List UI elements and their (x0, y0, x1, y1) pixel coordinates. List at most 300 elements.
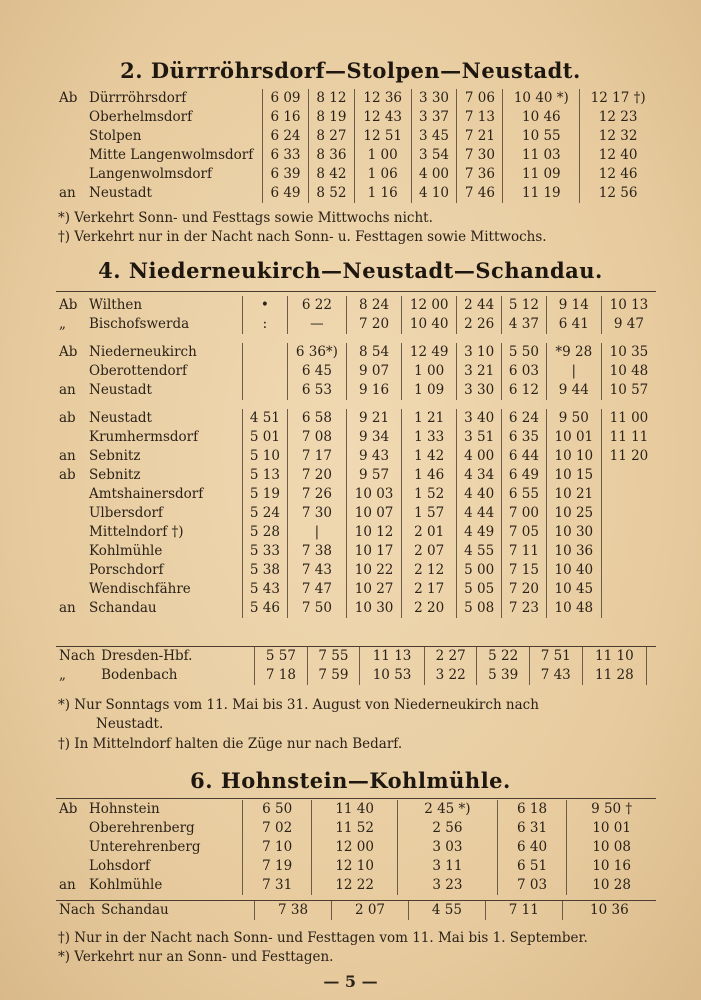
time-cell: 7 03 (497, 876, 566, 895)
table-row (56, 315, 656, 334)
time-cell: 10 30 (347, 599, 402, 618)
time-cell: 11 19 (503, 184, 580, 203)
table-row (56, 542, 656, 561)
note: †) In Mittelndorf halten die Züge nur nach Bedarf. (58, 736, 403, 752)
time-cell: 5 39 (477, 666, 530, 685)
time-cell: 2 56 (397, 819, 497, 838)
time-cell: 11 13 (360, 647, 425, 667)
row-prefix (56, 362, 86, 381)
time-cell: 3 21 (457, 362, 502, 381)
table-row (56, 666, 656, 685)
time-cell: 3 51 (457, 428, 502, 447)
time-cell: 6 16 (263, 108, 309, 127)
station-name: Sebnitz (89, 447, 141, 464)
time-cell: — (287, 315, 346, 334)
time-cell: 1 42 (402, 447, 457, 466)
time-cell: 7 59 (307, 666, 360, 685)
time-cell: 3 22 (424, 666, 477, 685)
timetable-4 (56, 296, 656, 618)
spacer-row (56, 334, 656, 343)
time-cell: 2 17 (402, 580, 457, 599)
time-cell: 9 07 (347, 362, 402, 381)
row-prefix (56, 165, 86, 184)
time-cell: 8 42 (308, 165, 354, 184)
table-row (56, 127, 656, 146)
time-cell (601, 580, 656, 599)
time-cell: 10 53 (360, 666, 425, 685)
row-prefix: ab (59, 409, 76, 426)
time-cell: 9 14 (546, 296, 601, 315)
row-prefix: „ (59, 666, 66, 683)
time-cell: 4 55 (457, 542, 502, 561)
time-cell: 10 21 (546, 485, 601, 504)
time-cell: 6 53 (287, 381, 346, 400)
time-cell: 7 23 (502, 599, 547, 618)
time-cell: 10 28 (567, 876, 656, 895)
time-cell: 6 44 (502, 447, 547, 466)
time-cell: 6 31 (497, 819, 566, 838)
time-cell: 3 10 (457, 343, 502, 362)
station-name: Mitte Langenwolmsdorf (89, 146, 254, 163)
row-prefix (56, 146, 86, 165)
time-cell: 3 45 (411, 127, 457, 146)
time-cell: 10 27 (347, 580, 402, 599)
time-cell: 7 02 (243, 819, 312, 838)
station-name: Porschdorf (89, 561, 164, 578)
time-cell: 12 32 (580, 127, 656, 146)
time-cell: 7 30 (457, 146, 503, 165)
time-cell: 5 43 (243, 580, 288, 599)
time-cell: 3 30 (411, 89, 457, 108)
time-cell: 7 19 (243, 857, 312, 876)
time-cell: 5 50 (502, 343, 547, 362)
time-cell (601, 561, 656, 580)
note: *) Verkehrt Sonn- und Festtags sowie Mittwochs nicht. (58, 210, 433, 226)
time-cell: 5 05 (457, 580, 502, 599)
timetable-6 (56, 800, 656, 895)
time-cell: 10 01 (546, 428, 601, 447)
table-row (56, 580, 656, 599)
time-cell (243, 381, 288, 400)
time-cell: 7 31 (243, 876, 312, 895)
time-cell: 5 46 (243, 599, 288, 618)
time-cell: 1 57 (402, 504, 457, 523)
time-cell: 8 36 (308, 146, 354, 165)
time-cell: 4 10 (411, 184, 457, 203)
station-name: Neustadt (89, 381, 152, 398)
time-cell: 6 18 (497, 800, 566, 819)
station-name: Dürrröhrsdorf (89, 89, 187, 106)
time-cell: 9 16 (347, 381, 402, 400)
time-cell: 7 05 (502, 523, 547, 542)
time-cell: 6 35 (502, 428, 547, 447)
time-cell: 5 19 (243, 485, 288, 504)
time-cell: 5 13 (243, 466, 288, 485)
time-cell: 3 23 (397, 876, 497, 895)
time-cell: 12 36 (354, 89, 411, 108)
time-cell: 5 24 (243, 504, 288, 523)
table-row (56, 447, 656, 466)
time-cell: 11 20 (601, 447, 656, 466)
time-cell: 7 11 (485, 901, 562, 921)
time-cell: 5 38 (243, 561, 288, 580)
time-cell: 4 44 (457, 504, 502, 523)
station-name: Amtshainersdorf (89, 485, 204, 502)
time-cell: 7 38 (287, 542, 346, 561)
time-cell: 12 00 (402, 296, 457, 315)
time-cell: 2 12 (402, 561, 457, 580)
time-cell: 7 10 (243, 838, 312, 857)
time-cell: 4 55 (408, 901, 485, 921)
station-name: Niederneukirch (89, 343, 197, 360)
row-prefix (56, 485, 86, 504)
time-cell (601, 523, 656, 542)
time-cell: 10 10 (546, 447, 601, 466)
time-cell: 4 00 (411, 165, 457, 184)
time-cell: 8 54 (347, 343, 402, 362)
row-prefix (56, 523, 86, 542)
row-prefix (56, 542, 86, 561)
table-row (56, 362, 656, 381)
time-cell: 12 10 (312, 857, 398, 876)
row-prefix: ab (59, 466, 76, 483)
time-cell (647, 647, 656, 667)
time-cell: 9 43 (347, 447, 402, 466)
time-cell: 7 18 (255, 666, 308, 685)
time-cell: 9 50 † (567, 800, 656, 819)
row-prefix: an (59, 876, 76, 893)
time-cell: 1 33 (402, 428, 457, 447)
time-cell: 6 41 (546, 315, 601, 334)
time-cell: 11 00 (601, 409, 656, 428)
table-row (56, 89, 656, 108)
time-cell: 2 07 (332, 901, 409, 921)
time-cell: 4 37 (502, 315, 547, 334)
table-row (56, 647, 656, 667)
time-cell: 7 17 (287, 447, 346, 466)
time-cell: 7 00 (502, 504, 547, 523)
time-cell: 2 01 (402, 523, 457, 542)
time-cell: 2 27 (424, 647, 477, 667)
time-cell: 9 34 (347, 428, 402, 447)
time-cell: 10 12 (347, 523, 402, 542)
row-prefix: an (59, 599, 76, 616)
time-cell: 10 08 (567, 838, 656, 857)
time-cell: 10 13 (601, 296, 656, 315)
time-cell (647, 666, 656, 685)
table-row (56, 466, 656, 485)
time-cell: 7 26 (287, 485, 346, 504)
time-cell: 3 30 (457, 381, 502, 400)
time-cell: 7 20 (347, 315, 402, 334)
time-cell: 10 36 (562, 901, 656, 921)
row-prefix (56, 819, 86, 838)
time-cell: 9 21 (347, 409, 402, 428)
time-cell: 1 00 (354, 146, 411, 165)
table-row (56, 504, 656, 523)
time-cell: 6 24 (502, 409, 547, 428)
time-cell: 7 15 (502, 561, 547, 580)
time-cell (601, 599, 656, 618)
time-cell: 6 58 (287, 409, 346, 428)
time-cell: 4 34 (457, 466, 502, 485)
table-row (56, 343, 656, 362)
station-name: Dresden-Hbf. (98, 647, 255, 667)
station-name: Stolpen (89, 127, 142, 144)
time-cell (601, 542, 656, 561)
row-prefix (56, 127, 86, 146)
time-cell: 10 55 (503, 127, 580, 146)
time-cell: 3 54 (411, 146, 457, 165)
table-row (56, 523, 656, 542)
page-number: — 5 — (323, 972, 378, 991)
time-cell (601, 466, 656, 485)
time-cell: 3 37 (411, 108, 457, 127)
row-prefix: Ab (59, 343, 78, 360)
time-cell: 5 57 (255, 647, 308, 667)
time-cell: 6 50 (243, 800, 312, 819)
time-cell (601, 485, 656, 504)
time-cell: 7 43 (287, 561, 346, 580)
time-cell: 11 09 (503, 165, 580, 184)
time-cell: 2 44 (457, 296, 502, 315)
time-cell: 6 51 (497, 857, 566, 876)
station-name: Oberhelmsdorf (89, 108, 193, 125)
time-cell: 6 45 (287, 362, 346, 381)
time-cell: 12 56 (580, 184, 656, 203)
timetable-2 (56, 89, 656, 203)
time-cell: 7 13 (457, 108, 503, 127)
time-cell: 7 55 (307, 647, 360, 667)
time-cell: 11 11 (601, 428, 656, 447)
table-row (56, 108, 656, 127)
time-cell: 11 40 (312, 800, 398, 819)
time-cell: 7 06 (457, 89, 503, 108)
rule (56, 798, 656, 799)
time-cell: 12 43 (354, 108, 411, 127)
time-cell: 11 03 (503, 146, 580, 165)
time-cell (243, 343, 288, 362)
time-cell: 1 46 (402, 466, 457, 485)
time-cell: | (546, 362, 601, 381)
section-title-4: 4. Niederneukirch—Neustadt—Schandau. (98, 258, 603, 283)
time-cell: 10 45 (546, 580, 601, 599)
station-name: Unterehrenberg (89, 838, 201, 855)
station-name: Lohsdorf (89, 857, 150, 874)
time-cell: 12 00 (312, 838, 398, 857)
table-row (56, 819, 656, 838)
time-cell (243, 362, 288, 381)
spacer-row (56, 400, 656, 409)
time-cell: | (287, 523, 346, 542)
time-cell: 5 22 (477, 647, 530, 667)
row-prefix: Ab (59, 800, 78, 817)
time-cell: 10 01 (567, 819, 656, 838)
time-cell: 12 40 (580, 146, 656, 165)
table-row (56, 857, 656, 876)
time-cell: : (243, 315, 288, 334)
time-cell: 8 24 (347, 296, 402, 315)
time-cell: 10 40 (402, 315, 457, 334)
time-cell: 5 12 (502, 296, 547, 315)
time-cell: • (243, 296, 288, 315)
station-name: Langenwolmsdorf (89, 165, 212, 182)
time-cell: 9 50 (546, 409, 601, 428)
note: *) Verkehrt nur an Sonn- und Festtagen. (58, 949, 334, 965)
note: *) Nur Sonntags vom 11. Mai bis 31. August von Niederneukirch nach (58, 697, 539, 713)
time-cell: 10 17 (347, 542, 402, 561)
station-name: Bodenbach (101, 666, 178, 683)
time-cell: 6 22 (287, 296, 346, 315)
station-name: Wilthen (89, 296, 143, 313)
time-cell: 7 20 (287, 466, 346, 485)
time-cell: 3 40 (457, 409, 502, 428)
timetable-6-connections (56, 900, 656, 920)
time-cell: 6 36*) (287, 343, 346, 362)
time-cell: 10 57 (601, 381, 656, 400)
time-cell: 2 20 (402, 599, 457, 618)
table-row (56, 381, 656, 400)
time-cell: 10 16 (567, 857, 656, 876)
time-cell: 9 57 (347, 466, 402, 485)
time-cell: 10 25 (546, 504, 601, 523)
station-name: Neustadt (89, 184, 152, 201)
time-cell: 6 49 (502, 466, 547, 485)
table-row (56, 838, 656, 857)
row-prefix (56, 561, 86, 580)
table-row (56, 901, 656, 921)
time-cell: 12 22 (312, 876, 398, 895)
note: Neustadt. (96, 716, 164, 732)
time-cell: 11 28 (582, 666, 647, 685)
time-cell: 10 46 (503, 108, 580, 127)
table-row (56, 561, 656, 580)
time-cell: *9 28 (546, 343, 601, 362)
row-prefix (56, 838, 86, 857)
time-cell: 9 47 (601, 315, 656, 334)
time-cell: 12 51 (354, 127, 411, 146)
time-cell: 4 51 (243, 409, 288, 428)
time-cell: 7 30 (287, 504, 346, 523)
time-cell: 6 03 (502, 362, 547, 381)
table-row (56, 165, 656, 184)
time-cell: 7 43 (529, 666, 582, 685)
station-name: Wendischfähre (89, 580, 191, 597)
row-prefix: „ (59, 315, 66, 332)
time-cell: 12 46 (580, 165, 656, 184)
time-cell: 4 00 (457, 447, 502, 466)
row-prefix: an (59, 184, 76, 201)
time-cell: 5 08 (457, 599, 502, 618)
time-cell: 8 12 (308, 89, 354, 108)
station-name: Oberottendorf (89, 362, 188, 379)
time-cell: 5 33 (243, 542, 288, 561)
station-name: Schandau (89, 599, 157, 616)
station-name: Kohlmühle (89, 876, 163, 893)
time-cell: 7 38 (255, 901, 332, 921)
table-row (56, 296, 656, 315)
time-cell: 7 46 (457, 184, 503, 203)
time-cell: 10 07 (347, 504, 402, 523)
row-prefix: an (59, 447, 76, 464)
time-cell: 5 01 (243, 428, 288, 447)
table-row (56, 428, 656, 447)
time-cell: 10 40 *) (503, 89, 580, 108)
time-cell: 3 03 (397, 838, 497, 857)
time-cell: 10 48 (601, 362, 656, 381)
time-cell (601, 504, 656, 523)
time-cell: 5 00 (457, 561, 502, 580)
time-cell: 2 45 *) (397, 800, 497, 819)
station-name: Hohnstein (89, 800, 160, 817)
time-cell: 6 12 (502, 381, 547, 400)
note: †) Nur in der Nacht nach Sonn- und Festtagen vom 11. Mai bis 1. September. (58, 930, 588, 946)
time-cell: 4 49 (457, 523, 502, 542)
table-row (56, 485, 656, 504)
station-name: Kohlmühle (89, 542, 163, 559)
section-title-2: 2. Dürrröhrsdorf—Stolpen—Neustadt. (120, 58, 581, 83)
row-prefix: Ab (59, 296, 78, 313)
row-prefix (56, 580, 86, 599)
time-cell: 1 09 (402, 381, 457, 400)
time-cell: 1 06 (354, 165, 411, 184)
time-cell: 11 10 (582, 647, 647, 667)
time-cell: 6 49 (263, 184, 309, 203)
time-cell: 7 36 (457, 165, 503, 184)
time-cell: 8 52 (308, 184, 354, 203)
time-cell: 6 55 (502, 485, 547, 504)
time-cell: 10 40 (546, 561, 601, 580)
time-cell: 3 11 (397, 857, 497, 876)
time-cell: 7 20 (502, 580, 547, 599)
time-cell: 6 39 (263, 165, 309, 184)
time-cell: 5 10 (243, 447, 288, 466)
time-cell: 12 17 †) (580, 89, 656, 108)
time-cell: 10 48 (546, 599, 601, 618)
time-cell: 8 27 (308, 127, 354, 146)
row-prefix: Nach (56, 901, 98, 921)
time-cell: 4 40 (457, 485, 502, 504)
time-cell: 12 49 (402, 343, 457, 362)
time-cell: 7 47 (287, 580, 346, 599)
rule (56, 291, 656, 292)
row-prefix: Ab (59, 89, 78, 106)
table-row (56, 599, 656, 618)
table-row (56, 409, 656, 428)
timetable-4-connections (56, 646, 656, 685)
table-row (56, 876, 656, 895)
time-cell: 2 07 (402, 542, 457, 561)
time-cell: 10 22 (347, 561, 402, 580)
row-prefix (56, 108, 86, 127)
time-cell: 1 21 (402, 409, 457, 428)
time-cell: 6 24 (263, 127, 309, 146)
time-cell: 11 52 (312, 819, 398, 838)
time-cell: 6 33 (263, 146, 309, 165)
time-cell: 7 51 (529, 647, 582, 667)
time-cell: 5 28 (243, 523, 288, 542)
time-cell: 7 50 (287, 599, 346, 618)
row-prefix (56, 428, 86, 447)
station-name: Schandau (98, 901, 255, 921)
table-row (56, 184, 656, 203)
row-prefix: Nach (56, 647, 98, 667)
time-cell: 6 09 (263, 89, 309, 108)
table-row (56, 800, 656, 819)
time-cell: 10 36 (546, 542, 601, 561)
time-cell: 7 21 (457, 127, 503, 146)
station-name: Krumhermsdorf (89, 428, 199, 445)
